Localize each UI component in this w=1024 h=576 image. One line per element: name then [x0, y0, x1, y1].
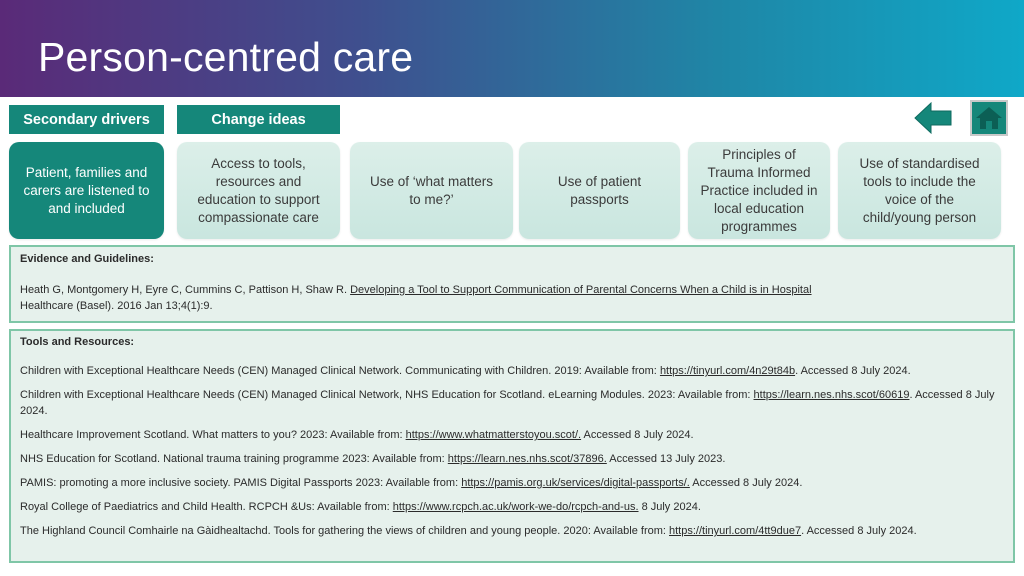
- tools-reference: [20, 387, 1001, 419]
- home-icon: [972, 102, 1006, 134]
- reference-link[interactable]: https://tinyurl.com/4tt9due7: [669, 525, 802, 537]
- home-button[interactable]: [970, 100, 1008, 136]
- reference-text: NHS Education for Scotland. National trauma training programme 2023: Available from:: [20, 453, 448, 465]
- change-idea-text: Use of patient passports: [557, 173, 642, 207]
- change-idea-card[interactable]: [838, 142, 1001, 239]
- reference-text: Healthcare (Basel). 2016 Jan 13;4(1):9.: [20, 300, 213, 312]
- reference-text: Children with Exceptional Healthcare Needs (CEN) Managed Clinical Network. Communicating with Children. 2019: Available from:: [20, 365, 660, 377]
- reference-text: Accessed 8 July 2024.: [689, 477, 803, 489]
- reference-link[interactable]: https://pamis.org.uk/services/digital-passports/.: [461, 477, 690, 489]
- evidence-title: Evidence and Guidelines:: [20, 253, 154, 265]
- change-idea-text: Use of ‘what matters to me?’: [369, 173, 494, 207]
- reference-text: PAMIS: promoting a more inclusive society. PAMIS Digital Passports 2023: Available from:: [20, 477, 462, 489]
- reference-link[interactable]: https://learn.nes.nhs.scot/37896.: [447, 453, 607, 465]
- change-idea-card[interactable]: [177, 142, 340, 239]
- reference-text: 8 July 2024.: [638, 501, 701, 513]
- reference-text: Royal College of Paediatrics and Child Health. RCPCH &Us: Available from:: [20, 501, 393, 513]
- tools-title: Tools and Resources:: [20, 336, 135, 348]
- title-banner: [0, 0, 1024, 97]
- change-idea-text: Principles of Trauma Informed Practice included in local education programmes: [700, 146, 818, 234]
- secondary-driver-text: Patient, families and carers are listened to and included: [23, 164, 150, 216]
- tools-reference: [20, 499, 1001, 515]
- reference-link[interactable]: https://learn.nes.nhs.scot/60619: [753, 389, 910, 401]
- reference-link[interactable]: Developing a Tool to Support Communication of Parental Concerns When a Child is in Hospital: [350, 284, 812, 296]
- reference-text: . Accessed 8 July 2024.: [801, 525, 917, 537]
- reference-link[interactable]: https://tinyurl.com/4n29t84b: [659, 365, 796, 377]
- change-idea-card[interactable]: [519, 142, 680, 239]
- reference-link[interactable]: https://www.rcpch.ac.uk/work-we-do/rcpch-and-us.: [392, 501, 639, 513]
- reference-text: Healthcare Improvement Scotland. What matters to you? 2023: Available from:: [20, 429, 406, 441]
- reference-text: . Accessed 8 July 2024.: [20, 389, 995, 417]
- change-idea-text: Access to tools, resources and education to support compassionate care: [197, 155, 320, 225]
- tools-reference: [20, 427, 1001, 443]
- reference-text: Accessed 8 July 2024.: [581, 429, 694, 441]
- reference-text: Children with Exceptional Healthcare Needs (CEN) Managed Clinical Network, NHS Education for Scotland. eLearning Modules. 2023: Available from:: [20, 389, 754, 401]
- page-title: Person-centred care: [38, 34, 414, 80]
- tools-reference: [20, 451, 1001, 467]
- tools-reference: [20, 363, 1001, 379]
- change-ideas-label: Change ideas: [177, 105, 340, 134]
- tools-reference: [20, 475, 1001, 491]
- secondary-driver-card[interactable]: [9, 142, 164, 239]
- reference-text: Heath G, Montgomery H, Eyre C, Cummins C, Pattison H, Shaw R.: [20, 284, 351, 296]
- tools-reference: [20, 523, 1001, 539]
- change-idea-text: Use of standardised tools to include the voice of the child/young person: [859, 155, 980, 225]
- tools-box: [9, 329, 1015, 563]
- back-button[interactable]: [913, 100, 953, 136]
- evidence-box: [9, 245, 1015, 323]
- reference-text: . Accessed 8 July 2024.: [795, 365, 911, 377]
- secondary-drivers-label: Secondary drivers: [9, 105, 164, 134]
- reference-text: Accessed 13 July 2023.: [606, 453, 726, 465]
- arrow-left-icon: [913, 100, 953, 136]
- reference-link[interactable]: https://www.whatmatterstoyou.scot/.: [405, 429, 582, 441]
- evidence-reference: [20, 282, 1001, 314]
- change-idea-card[interactable]: [688, 142, 830, 239]
- reference-text: The Highland Council Comhairle na Gàidhealtachd. Tools for gathering the views of children and young people. 2020: Available from:: [20, 525, 669, 537]
- change-idea-card[interactable]: [350, 142, 513, 239]
